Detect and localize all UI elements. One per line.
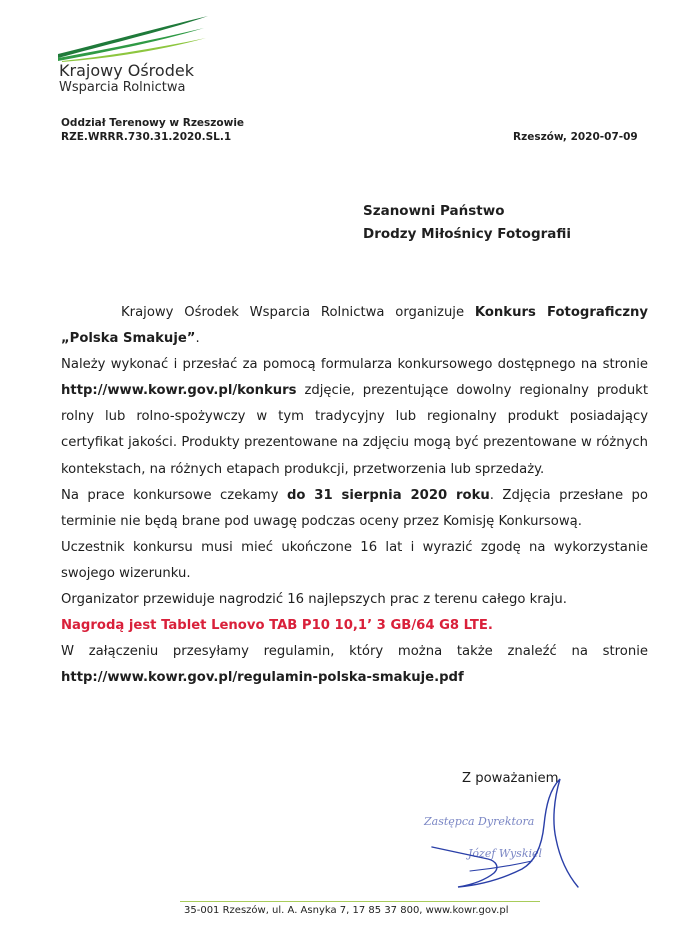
place-date: Rzeszów, 2020-07-09 bbox=[513, 131, 638, 143]
paragraph-rules-link bbox=[61, 665, 648, 691]
handwritten-signature-icon bbox=[410, 775, 590, 900]
stamp-name: Józef Wyskiel bbox=[468, 847, 543, 860]
prize-text: Nagrodą jest Tablet Lenovo TAB P10 10,1’ 3 GB/64 G8 LTE. bbox=[61, 618, 493, 634]
reference-number: RZE.WRRR.730.31.2020.SL.1 bbox=[61, 131, 232, 143]
contest-name: Konkurs Fotograficzny „Polska Smakuje” bbox=[61, 305, 648, 347]
paragraph-attachment: W załączeniu przesyłamy regulamin, który można także znaleźć na stronie bbox=[61, 644, 648, 660]
paragraph-deadline: Na prace konkursowe czekamy do 31 sierpnia 2020 roku. Zdjęcia przesłane po terminie nie będą brane pod uwagę podczas oceny przez Komisję Konkursową. bbox=[61, 487, 648, 529]
letter-body bbox=[61, 300, 648, 691]
logo-swoosh-icon bbox=[58, 14, 228, 62]
logo-name-line1: Krajowy Ośrodek bbox=[59, 61, 194, 80]
footer-address: 35-001 Rzeszów, ul. A. Asnyka 7, 17 85 37 800, www.kowr.gov.pl bbox=[184, 905, 509, 916]
paragraph-eligibility: Uczestnik konkursu musi mieć ukończone 16 lat i wyrazić zgodę na wykorzystanie swojego wizerunku. bbox=[61, 539, 648, 581]
logo-name-line2: Wsparcia Rolnictwa bbox=[59, 80, 186, 95]
branch-name: Oddział Terenowy w Rzeszowie bbox=[61, 117, 245, 129]
kowr-logo bbox=[58, 14, 228, 104]
contest-link: http://www.kowr.gov.pl/konkurs bbox=[61, 383, 297, 399]
rules-link: http://www.kowr.gov.pl/regulamin-polska-smakuje.pdf bbox=[61, 670, 464, 686]
footer-divider bbox=[180, 901, 540, 902]
closing-regards: Z poważaniem bbox=[462, 771, 559, 786]
signature-block bbox=[410, 775, 590, 900]
deadline-date: do 31 sierpnia 2020 roku bbox=[286, 487, 490, 503]
stamp-title: Zastępca Dyrektora bbox=[424, 815, 535, 828]
salutation-line2: Drodzy Miłośnicy Fotografii bbox=[363, 226, 572, 242]
paragraph-awards: Organizator przewiduje nagrodzić 16 najlepszych prac z terenu całego kraju. bbox=[61, 592, 567, 608]
salutation-line1: Szanowni Państwo bbox=[363, 203, 505, 219]
paragraph-intro: Krajowy Ośrodek Wsparcia Rolnictwa organizuje Konkurs Fotograficzny „Polska Smakuje”. bbox=[61, 305, 648, 347]
paragraph-instructions: Należy wykonać i przesłać za pomocą formularza konkursowego dostępnego na stronie http://www.kowr.gov.pl/konkurs zdjęcie, prezentujące dowolny regionalny produkt rolny lub rolno-spożywczy w tym tradycyjny lub regionalny produkt posiadający certyfikat jakości. Produkty prezentowane na zdjęciu mogą być prezentowane w różnych kontekstach, na różnych etapach produkcji, przetworzenia lub sprzedaży. bbox=[61, 357, 648, 477]
